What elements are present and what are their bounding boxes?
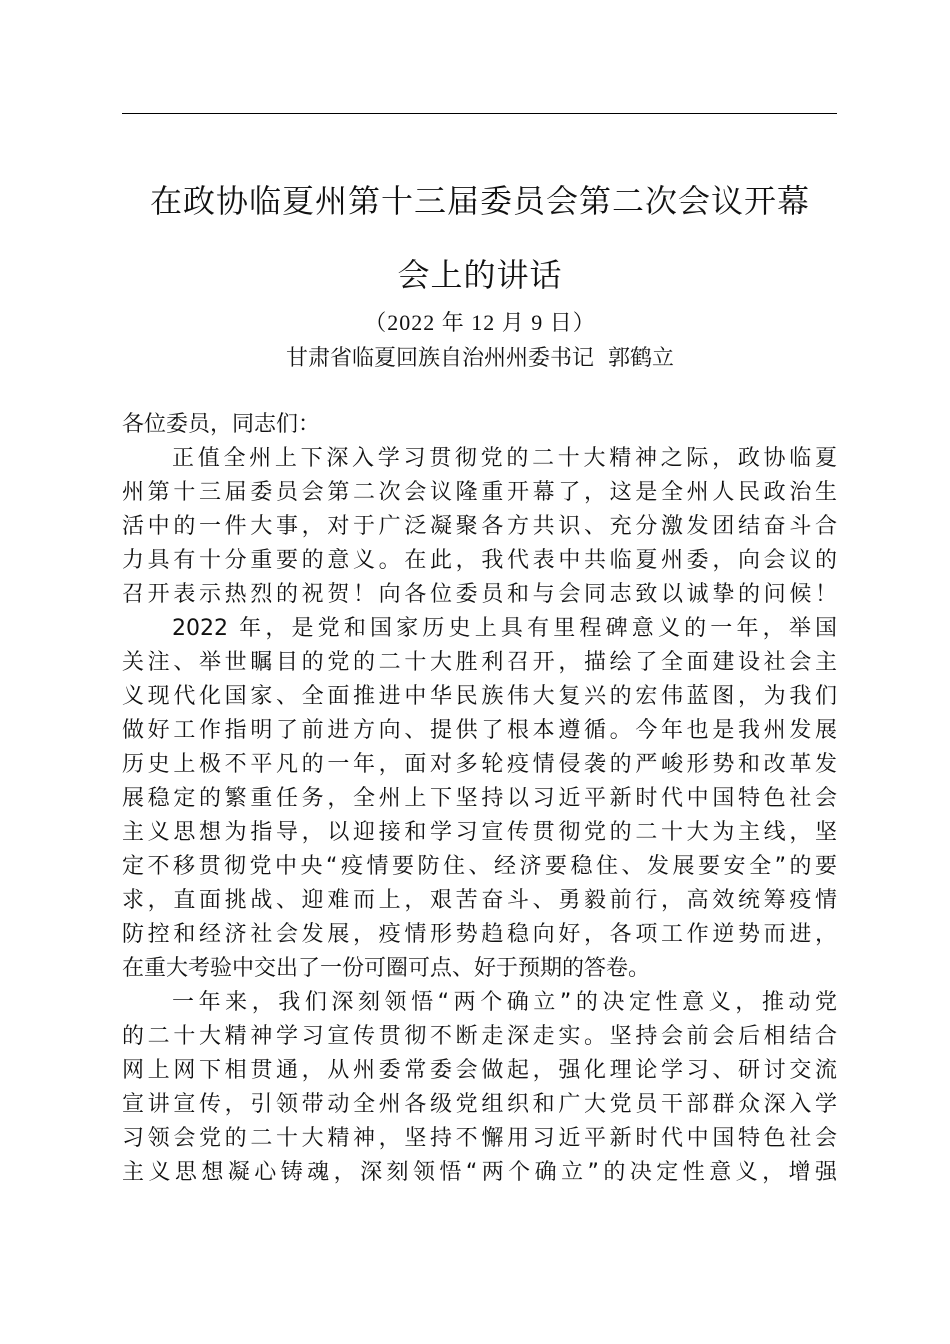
text-line: 防控和经济社会发展，疫情形势趋稳向好，各项工作逆势而进， xyxy=(122,922,837,947)
text-line: 在重大考验中交出了一份可圈可点、好于预期的答卷。 xyxy=(122,956,651,981)
text-line: 关注、举世瞩目的党的二十大胜利召开，描绘了全面建设社会主 xyxy=(122,650,837,675)
text-line: 习领会党的二十大精神，坚持不懈用习近平新时代中国特色社会 xyxy=(122,1126,837,1151)
text-line: 正值全州上下深入学习贯彻党的二十大精神之际，政协临夏 xyxy=(172,446,837,471)
salutation: 各位委员，同志们： xyxy=(122,412,321,437)
text-line: 网上网下相贯通，从州委常委会做起，强化理论学习、研讨交流 xyxy=(122,1058,837,1083)
text-line: 求，直面挑战、迎难而上，艰苦奋斗、勇毅前行，高效统筹疫情 xyxy=(122,888,837,913)
header-rule xyxy=(122,113,837,114)
document-title-line-2: 会上的讲话 xyxy=(397,256,563,294)
text-line: 2022 年，是党和国家历史上具有里程碑意义的一年，举国 xyxy=(172,616,837,641)
text-line: 州第十三届委员会第二次会议隆重开幕了，这是全州人民政治生 xyxy=(122,480,837,505)
text-line: 定不移贯彻党中央“疫情要防住、经济要稳住、发展要安全”的要 xyxy=(122,854,837,879)
text-line: 做好工作指明了前进方向、提供了根本遵循。今年也是我州发展 xyxy=(122,718,837,743)
text-line: 召开表示热烈的祝贺！向各位委员和与会同志致以诚挚的问候！ xyxy=(122,582,837,607)
paragraph-1 xyxy=(122,442,837,612)
text-line: 宣讲宣传，引领带动全州各级党组织和广大党员干部群众深入学 xyxy=(122,1092,837,1117)
text-line: 主义思想为指导，以迎接和学习宣传贯彻党的二十大为主线，坚 xyxy=(122,820,837,845)
text-line: 义现代化国家、全面推进中华民族伟大复兴的宏伟蓝图，为我们 xyxy=(122,684,837,709)
text-line: 一年来，我们深刻领悟“两个确立”的决定性意义，推动党 xyxy=(172,990,837,1015)
text-line: 展稳定的繁重任务，全州上下坚持以习近平新时代中国特色社会 xyxy=(122,786,837,811)
document-body xyxy=(122,408,837,1190)
document-date: （2022 年 12 月 9 日） xyxy=(364,310,596,335)
paragraph-3 xyxy=(122,986,837,1190)
text-line: 历史上极不平凡的一年，面对多轮疫情侵袭的严峻形势和改革发 xyxy=(122,752,837,777)
text-line: 的二十大精神学习宣传贯彻不断走深走实。坚持会前会后相结合 xyxy=(122,1024,837,1049)
text-line: 活中的一件大事，对于广泛凝聚各方共识、充分激发团结奋斗合 xyxy=(122,514,837,539)
text-line: 力具有十分重要的意义。在此，我代表中共临夏州委，向会议的 xyxy=(122,548,837,573)
document-title-line-1: 在政协临夏州第十三届委员会第二次会议开幕 xyxy=(149,182,810,220)
paragraph-2 xyxy=(122,612,837,986)
text-line: 主义思想凝心铸魂，深刻领悟“两个确立”的决定性意义，增强 xyxy=(122,1160,837,1185)
document-author: 甘肃省临夏回族自治州州委书记 郭鹤立 xyxy=(286,346,674,371)
